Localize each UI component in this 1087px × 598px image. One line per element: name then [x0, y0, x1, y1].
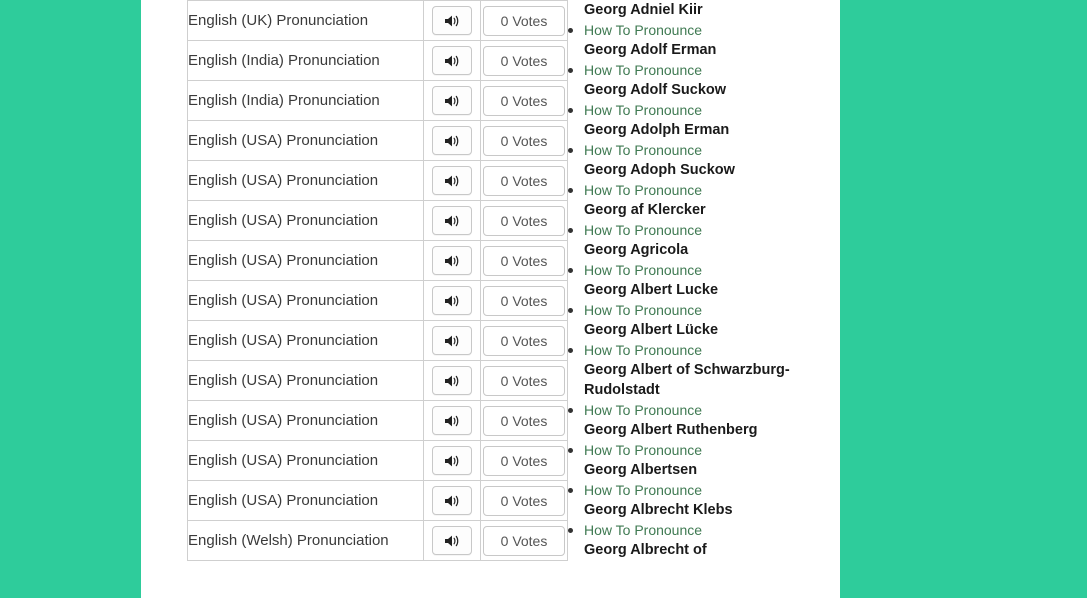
pronunciation-name[interactable]: Georg Albrecht of: [584, 542, 707, 558]
language-label: English (USA) Pronunciation: [188, 492, 379, 509]
list-item: [566, 340, 840, 400]
list-item: [566, 100, 840, 140]
table-row: [188, 361, 568, 401]
how-to-pronounce-link[interactable]: How To Pronounce: [584, 22, 703, 38]
play-cell: [424, 481, 481, 521]
votes-count[interactable]: 0 Votes: [483, 6, 565, 36]
votes-count[interactable]: 0 Votes: [483, 206, 565, 236]
speaker-icon: [444, 254, 460, 268]
language-label: English (USA) Pronunciation: [188, 452, 379, 469]
speaker-icon: [444, 494, 460, 508]
speaker-icon: [444, 534, 460, 548]
list-item: [566, 20, 840, 60]
table-row: [188, 81, 568, 121]
votes-cell: [481, 361, 568, 401]
votes-count[interactable]: 0 Votes: [483, 126, 565, 156]
votes-cell: [481, 401, 568, 441]
language-cell: [188, 281, 424, 321]
how-to-pronounce-link[interactable]: How To Pronounce: [584, 262, 703, 278]
list-item: [566, 480, 840, 520]
speaker-icon: [444, 54, 460, 68]
votes-count[interactable]: 0 Votes: [483, 446, 565, 476]
play-pronunciation-button[interactable]: [432, 246, 472, 275]
table-row: [188, 441, 568, 481]
language-label: English (USA) Pronunciation: [188, 372, 379, 389]
how-to-pronounce-link[interactable]: How To Pronounce: [584, 522, 703, 538]
list-item: [566, 60, 840, 100]
language-label: English (India) Pronunciation: [188, 52, 380, 69]
list-item: [566, 180, 840, 220]
list-item: [566, 300, 840, 340]
pronunciation-name[interactable]: Georg Albert Lucke: [584, 282, 719, 298]
play-cell: [424, 161, 481, 201]
pronunciation-name[interactable]: Georg Adoph Suckow: [584, 162, 735, 178]
play-pronunciation-button[interactable]: [432, 126, 472, 155]
language-cell: [188, 201, 424, 241]
pronunciation-table-body: [188, 1, 568, 561]
language-cell: [188, 1, 424, 41]
play-pronunciation-button[interactable]: [432, 526, 472, 555]
votes-cell: [481, 241, 568, 281]
pronunciation-name[interactable]: Georg Adolf Suckow: [584, 82, 727, 98]
pronunciation-table-column: [141, 0, 566, 561]
how-to-pronounce-link[interactable]: How To Pronounce: [584, 482, 703, 498]
play-pronunciation-button[interactable]: [432, 446, 472, 475]
language-cell: [188, 401, 424, 441]
pronunciation-name[interactable]: Georg Adolf Erman: [584, 42, 717, 58]
play-pronunciation-button[interactable]: [432, 206, 472, 235]
speaker-icon: [444, 334, 460, 348]
speaker-icon: [444, 294, 460, 308]
votes-cell: [481, 481, 568, 521]
table-row: [188, 161, 568, 201]
play-cell: [424, 201, 481, 241]
how-to-pronounce-link[interactable]: How To Pronounce: [584, 102, 703, 118]
speaker-icon: [444, 94, 460, 108]
related-pronunciations-list: [566, 20, 840, 560]
table-row: [188, 41, 568, 81]
pronunciation-table: [187, 0, 568, 561]
play-pronunciation-button[interactable]: [432, 366, 472, 395]
votes-cell: [481, 441, 568, 481]
language-cell: [188, 481, 424, 521]
votes-cell: [481, 81, 568, 121]
play-cell: [424, 521, 481, 561]
language-label: English (India) Pronunciation: [188, 92, 380, 109]
play-cell: [424, 241, 481, 281]
play-pronunciation-button[interactable]: [432, 6, 472, 35]
list-item: [566, 440, 840, 480]
content-columns: [141, 0, 840, 598]
votes-count[interactable]: 0 Votes: [483, 406, 565, 436]
votes-cell: [481, 161, 568, 201]
pronunciation-name[interactable]: Georg Albert of Schwarzburg-Rudolstadt: [584, 362, 790, 398]
language-cell: [188, 41, 424, 81]
speaker-icon: [444, 214, 460, 228]
language-label: English (USA) Pronunciation: [188, 292, 379, 309]
list-item: [566, 260, 840, 300]
how-to-pronounce-link[interactable]: How To Pronounce: [584, 62, 703, 78]
play-cell: [424, 41, 481, 81]
votes-count[interactable]: 0 Votes: [483, 286, 565, 316]
table-row: [188, 521, 568, 561]
table-row: [188, 241, 568, 281]
table-row: [188, 401, 568, 441]
language-cell: [188, 241, 424, 281]
votes-cell: [481, 1, 568, 41]
votes-count[interactable]: 0 Votes: [483, 326, 565, 356]
table-row: [188, 481, 568, 521]
play-cell: [424, 281, 481, 321]
language-label: English (USA) Pronunciation: [188, 212, 379, 229]
play-cell: [424, 81, 481, 121]
play-pronunciation-button[interactable]: [432, 166, 472, 195]
how-to-pronounce-link[interactable]: How To Pronounce: [584, 402, 703, 418]
language-label: English (Welsh) Pronunciation: [188, 532, 389, 549]
votes-cell: [481, 201, 568, 241]
speaker-icon: [444, 134, 460, 148]
language-label: English (USA) Pronunciation: [188, 332, 379, 349]
votes-count[interactable]: 0 Votes: [483, 526, 565, 556]
play-cell: [424, 1, 481, 41]
pronunciation-name[interactable]: Georg Adolph Erman: [584, 122, 730, 138]
table-row: [188, 1, 568, 41]
speaker-icon: [444, 14, 460, 28]
list-item: [566, 520, 840, 560]
pronunciation-name[interactable]: Georg Albert Ruthenberg: [584, 422, 758, 438]
language-label: English (USA) Pronunciation: [188, 132, 379, 149]
content-sheet: [141, 0, 840, 598]
play-cell: [424, 121, 481, 161]
how-to-pronounce-link[interactable]: How To Pronounce: [584, 442, 703, 458]
related-list-partial-top-name: Georg Adniel Kiir: [584, 2, 703, 18]
play-cell: [424, 441, 481, 481]
speaker-icon: [444, 454, 460, 468]
pronunciation-name[interactable]: Georg Albrecht Klebs: [584, 502, 733, 518]
language-cell: [188, 81, 424, 121]
how-to-pronounce-link[interactable]: How To Pronounce: [584, 142, 703, 158]
list-item: [566, 400, 840, 440]
related-pronunciations-column: [566, 0, 840, 560]
how-to-pronounce-link[interactable]: How To Pronounce: [584, 342, 703, 358]
play-pronunciation-button[interactable]: [432, 406, 472, 435]
play-pronunciation-button[interactable]: [432, 286, 472, 315]
votes-count[interactable]: 0 Votes: [483, 486, 565, 516]
language-cell: [188, 521, 424, 561]
how-to-pronounce-link[interactable]: How To Pronounce: [584, 222, 703, 238]
language-label: English (UK) Pronunciation: [188, 12, 369, 29]
list-item: [566, 220, 840, 260]
votes-count[interactable]: 0 Votes: [483, 366, 565, 396]
language-cell: [188, 361, 424, 401]
pronunciation-name[interactable]: Georg Albertsen: [584, 462, 698, 478]
play-cell: [424, 321, 481, 361]
table-row: [188, 281, 568, 321]
votes-cell: [481, 41, 568, 81]
language-cell: [188, 321, 424, 361]
votes-cell: [481, 321, 568, 361]
pronunciation-name[interactable]: Georg af Klercker: [584, 202, 706, 218]
play-pronunciation-button[interactable]: [432, 86, 472, 115]
play-cell: [424, 361, 481, 401]
pronunciation-name[interactable]: Georg Agricola: [584, 242, 689, 258]
how-to-pronounce-link[interactable]: How To Pronounce: [584, 302, 703, 318]
speaker-icon: [444, 374, 460, 388]
speaker-icon: [444, 174, 460, 188]
language-label: English (USA) Pronunciation: [188, 252, 379, 269]
speaker-icon: [444, 414, 460, 428]
votes-count[interactable]: 0 Votes: [483, 46, 565, 76]
language-cell: [188, 161, 424, 201]
votes-count[interactable]: 0 Votes: [483, 86, 565, 116]
play-pronunciation-button[interactable]: [432, 486, 472, 515]
table-row: [188, 201, 568, 241]
table-row: [188, 121, 568, 161]
votes-cell: [481, 121, 568, 161]
pronunciation-name[interactable]: Georg Albert Lücke: [584, 322, 719, 338]
language-label: English (USA) Pronunciation: [188, 172, 379, 189]
play-cell: [424, 401, 481, 441]
list-item: [566, 140, 840, 180]
votes-cell: [481, 281, 568, 321]
votes-cell: [481, 521, 568, 561]
votes-count[interactable]: 0 Votes: [483, 246, 565, 276]
how-to-pronounce-link[interactable]: How To Pronounce: [584, 182, 703, 198]
play-pronunciation-button[interactable]: [432, 326, 472, 355]
language-label: English (USA) Pronunciation: [188, 412, 379, 429]
language-cell: [188, 121, 424, 161]
language-cell: [188, 441, 424, 481]
votes-count[interactable]: 0 Votes: [483, 166, 565, 196]
play-pronunciation-button[interactable]: [432, 46, 472, 75]
table-row: [188, 321, 568, 361]
